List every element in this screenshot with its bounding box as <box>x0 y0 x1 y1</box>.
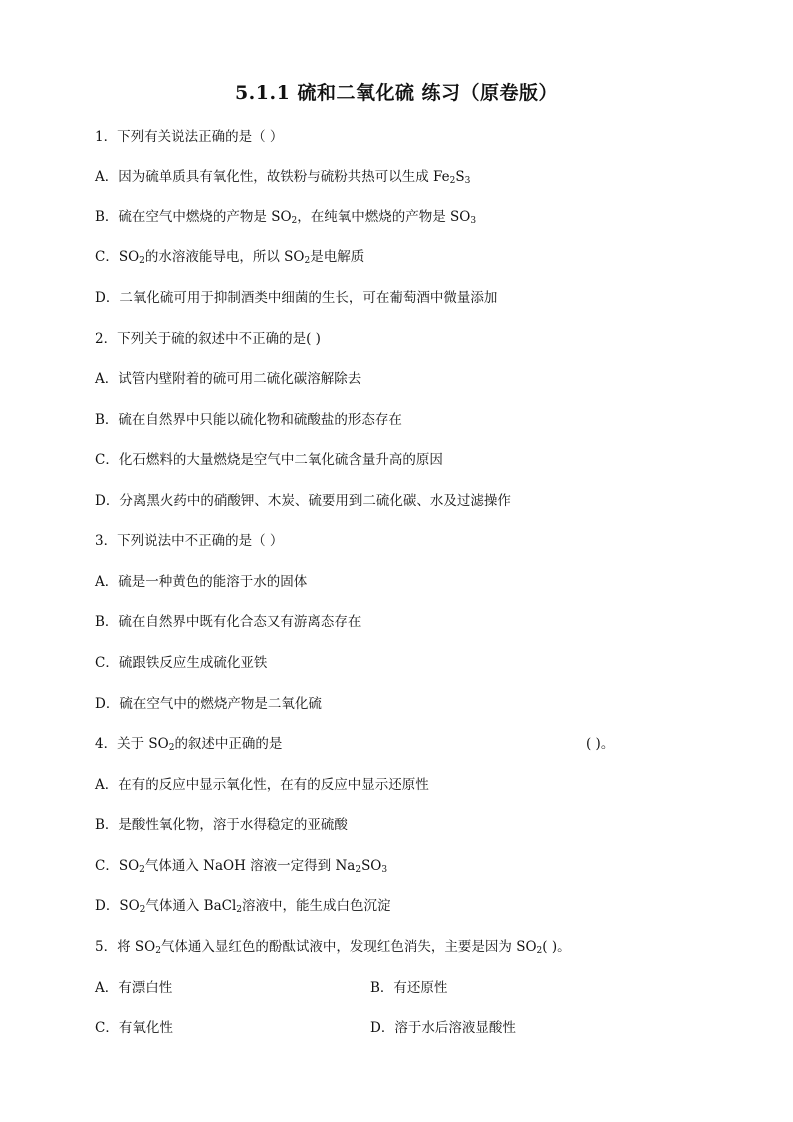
question-4-answer-blank: ( )。 <box>586 736 615 752</box>
question-1-option-a: A．因为硫单质具有氧化性，故铁粉与硫粉共热可以生成 $Fe_2S_3$ <box>95 169 471 186</box>
page-title: 5.1.1 硫和二氧化硫 练习（原卷版） <box>234 82 559 104</box>
question-4-option-c: C．$SO_2$气体通入 NaOH 溶液一定得到 $Na_2SO_3$ <box>95 858 388 875</box>
question-2-option-a: A．试管内壁附着的硫可用二硫化碳溶解除去 <box>95 371 362 387</box>
question-4-option-a: A．在有的反应中显示氧化性，在有的反应中显示还原性 <box>95 777 429 793</box>
question-1-option-d: D．二氧化硫可用于抑制酒类中细菌的生长，可在葡萄酒中微量添加 <box>95 290 498 306</box>
question-5-stem: 5．将 $SO_2$气体通入显红色的酚酞试液中，发现红色消失，主要是因为 $SO_2$( )。 <box>95 939 571 956</box>
question-5-option-a: A．有漂白性 <box>95 980 173 996</box>
question-3-option-b: B．硫在自然界中既有化合态又有游离态存在 <box>95 614 362 630</box>
question-2-option-b: B．硫在自然界中只能以硫化物和硫酸盐的形态存在 <box>95 412 402 428</box>
question-2-stem: 2．下列关于硫的叙述中不正确的是( ) <box>95 331 321 347</box>
question-5-option-c: C．有氧化性 <box>95 1020 173 1036</box>
question-3-option-a: A．硫是一种黄色的能溶于水的固体 <box>95 574 308 590</box>
question-1-option-b: B．硫在空气中燃烧的产物是 $SO_2$，在纯氧中燃烧的产物是 $SO_3$ <box>95 209 477 226</box>
question-3-option-d: D．硫在空气中的燃烧产物是二氧化硫 <box>95 696 322 712</box>
question-4-option-b: B．是酸性氧化物，溶于水得稳定的亚硫酸 <box>95 817 348 833</box>
question-4-stem: 4．关于 $SO_2$的叙述中正确的是 <box>95 736 283 753</box>
question-5-option-d: D．溶于水后溶液显酸性 <box>370 1020 516 1036</box>
question-2-option-c: C．化石燃料的大量燃烧是空气中二氧化硫含量升高的原因 <box>95 452 443 468</box>
question-3-option-c: C．硫跟铁反应生成硫化亚铁 <box>95 655 268 671</box>
question-1-stem: 1．下列有关说法正确的是（ ） <box>95 129 284 145</box>
question-3-stem: 3．下列说法中不正确的是（ ） <box>95 533 284 549</box>
question-2-option-d: D．分离黑火药中的硝酸钾、木炭、硫要用到二硫化碳、水及过滤操作 <box>95 493 511 509</box>
question-4-option-d: D．$SO_2$气体通入 BaCl$_2$溶液中，能生成白色沉淀 <box>95 898 391 915</box>
question-1-option-c: C．$SO_2$的水溶液能导电，所以 $SO_2$是电解质 <box>95 249 365 266</box>
question-5-option-b: B．有还原性 <box>370 980 448 996</box>
